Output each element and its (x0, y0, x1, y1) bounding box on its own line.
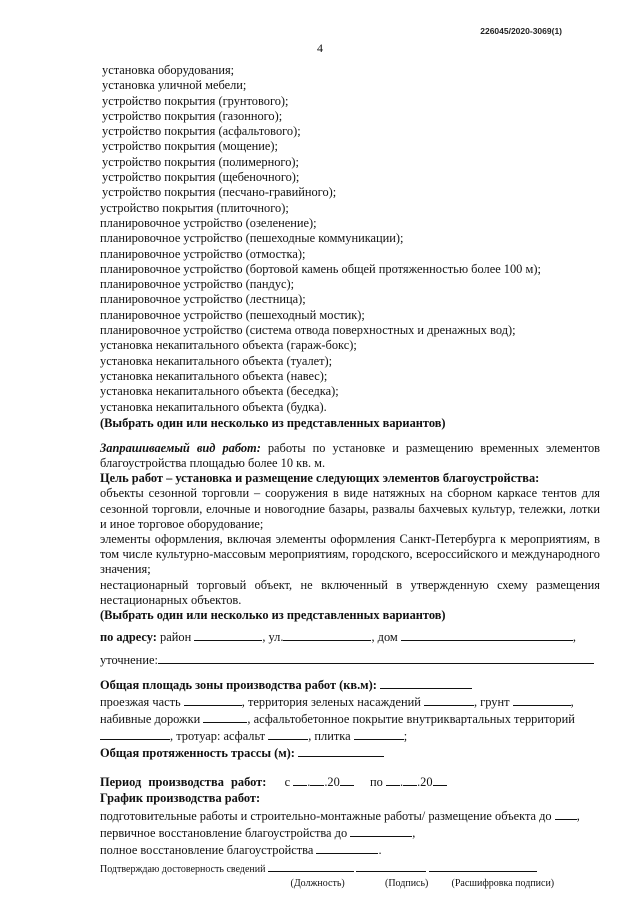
area-total-field[interactable] (380, 676, 472, 689)
list-item: устройство покрытия (грунтового); (102, 93, 289, 108)
list-item: планировочное устройство (озеленение); (100, 215, 317, 230)
clarification-field[interactable] (158, 651, 594, 664)
choose-note-1: (Выбрать один или несколько из представленных вариантов) (100, 415, 446, 430)
goal-heading: Цель работ – установка и размещение следующих элементов благоустройства: (100, 471, 540, 486)
list-item: установка оборудования; (102, 63, 235, 77)
schedule-full-label: полное восстановление благоустройства (100, 843, 314, 858)
ground-label: грунт (480, 695, 510, 710)
asphalt-inner-label: асфальтобетонное покрытие внутриквартальных территорий (253, 712, 575, 727)
sign-caption: (Подпись) (385, 878, 429, 890)
schedule-primary-field[interactable] (350, 824, 412, 837)
period-from-month[interactable] (310, 773, 324, 786)
list-item: устройство покрытия (газонного); (102, 108, 283, 123)
period-from-label: с (284, 775, 291, 790)
period-to-year[interactable] (433, 773, 447, 786)
street-label: ул. (268, 630, 284, 645)
position-caption: (Должность) (290, 878, 345, 890)
list-item: планировочное устройство (бортовой камень общей протяженностью более 100 м); (100, 261, 541, 276)
list-item: планировочное устройство (пешеходные коммуникации); (100, 231, 404, 246)
ground-field[interactable] (513, 693, 571, 706)
list-item: устройство покрытия (мощение); (102, 139, 278, 154)
period-to-year-prefix: .20 (417, 775, 433, 790)
list-item: планировочное устройство (пешеходный мостик); (100, 307, 365, 322)
list-item: планировочное устройство (лестница); (100, 292, 306, 307)
list-item: планировочное устройство (система отвода поверхностных и дренажных вод); (100, 323, 516, 338)
sidewalk-field[interactable] (268, 727, 308, 740)
roadway-field[interactable] (184, 693, 242, 706)
decipher-field[interactable] (429, 862, 537, 872)
area-title-row (100, 676, 600, 693)
clarification-row (100, 651, 600, 668)
street-field[interactable] (283, 628, 371, 641)
period-from-year-prefix: .20 (324, 775, 340, 790)
period-label: Период производства работ: (100, 775, 267, 790)
signature-row (100, 862, 600, 875)
goal-item: элементы оформления, включая элементы оформления Санкт-Петербурга к мероприятиям, в том числе культурно-массовым мероприятиям, городского, всероссийского и международного значения; (100, 532, 600, 577)
area-row-2: набивные дорожки , асфальтобетонное покрытие внутриквартальных территорий (100, 712, 575, 727)
document-body (100, 63, 600, 889)
schedule-primary-row: первичное восстановление благоустройства до , (100, 826, 416, 841)
area-title: Общая площадь зоны производства работ (кв.м): (100, 678, 377, 693)
list-item: устройство покрытия (полимерного); (102, 154, 299, 169)
schedule-primary-label: первичное восстановление благоустройства до (100, 826, 348, 841)
asphalt-inner-field[interactable] (100, 727, 170, 740)
list-item: установка некапитального объекта (будка). (100, 399, 327, 414)
confirm-label: Подтверждаю достоверность сведений (100, 864, 266, 876)
tile-label: плитка (314, 729, 351, 744)
paths-field[interactable] (203, 710, 247, 723)
roadway-label: проезжая часть (100, 695, 181, 710)
period-to-month[interactable] (403, 773, 417, 786)
list-item: планировочное устройство (пандус); (100, 277, 295, 292)
district-label: район (160, 630, 192, 645)
goal-item: нестационарный торговый объект, не включенный в утвержденную схему размещения нестационарных объектов. (100, 577, 600, 607)
list-item: установка некапитального объекта (туалет); (100, 353, 333, 368)
address-row: по адресу: район , ул. , дом , (100, 630, 576, 645)
total-length-field[interactable] (298, 744, 384, 757)
signature-captions (100, 878, 600, 889)
page-number: 4 (317, 41, 323, 55)
position-field[interactable] (268, 862, 354, 872)
list-item: устройство покрытия (песчано-гравийного); (102, 185, 337, 200)
list-item: устройство покрытия (плиточного); (100, 200, 289, 215)
list-item: установка уличной мебели; (102, 78, 247, 93)
schedule-prep-label: подготовительные работы и строительно-монтажные работы/ размещение объекта до (100, 809, 552, 824)
sidewalk-label: тротуар: асфальт (176, 729, 266, 744)
period-from-day[interactable] (293, 773, 307, 786)
schedule-title: График производства работ: (100, 791, 261, 806)
period-from-year[interactable] (340, 773, 354, 786)
sign-field[interactable] (356, 862, 426, 872)
tile-field[interactable] (354, 727, 404, 740)
area-row-3: , тротуар: асфальт , плитка ; (100, 727, 600, 744)
period-to-label: по (370, 775, 383, 790)
list-item: устройство покрытия (щебеночного); (102, 170, 300, 185)
work-type (100, 441, 600, 471)
clarification-label: уточнение: (100, 653, 158, 668)
decipher-caption: (Расшифровка подписи) (451, 878, 555, 890)
area-row-1: проезжая часть , территория зеленых насаждений , грунт , (100, 695, 574, 710)
work-type-text: работы по установке и размещению временных элементов благоустройства площадью более 10 кв. м. (100, 440, 600, 471)
period-to-day[interactable] (386, 773, 400, 786)
paths-label: набивные дорожки (100, 712, 201, 727)
schedule-full-row: полное восстановление благоустройства . (100, 843, 382, 858)
goal-item: объекты сезонной торговли – сооружения в виде натяжных на сборном каркасе тентов для сезонной торговли, елочные и новогодние базары, развалы бахчевых культур, тележки, лотки и иное торговое оборудование; (100, 486, 600, 531)
list-item: установка некапитального объекта (навес); (100, 368, 328, 383)
address-label: по адресу: (100, 630, 157, 645)
total-length-label: Общая протяженность трассы (м): (100, 746, 295, 761)
period-row: Период производства работ: с . .20 по . .20 (100, 773, 600, 790)
elements-list (100, 63, 600, 415)
house-label: дом (377, 630, 398, 645)
list-item: установка некапитального объекта (гараж-бокс); (100, 338, 357, 353)
district-field[interactable] (194, 628, 262, 641)
work-type-label: Запрашиваемый вид работ: (100, 440, 261, 455)
list-item: установка некапитального объекта (беседка); (100, 384, 339, 399)
list-item: устройство покрытия (асфальтового); (102, 124, 301, 139)
schedule-full-field[interactable] (316, 841, 378, 854)
schedule-prep-row: подготовительные работы и строительно-монтажные работы/ размещение объекта до , (100, 809, 580, 824)
green-label: территория зеленых насаждений (247, 695, 421, 710)
schedule-prep-field[interactable] (555, 807, 577, 820)
green-field[interactable] (424, 693, 474, 706)
choose-note-2: (Выбрать один или несколько из представленных вариантов) (100, 608, 446, 623)
total-length-row (100, 744, 600, 761)
house-field[interactable] (401, 628, 573, 641)
list-item: планировочное устройство (отмостка); (100, 246, 306, 261)
document-id: 226045/2020-3069(1) (480, 26, 562, 36)
